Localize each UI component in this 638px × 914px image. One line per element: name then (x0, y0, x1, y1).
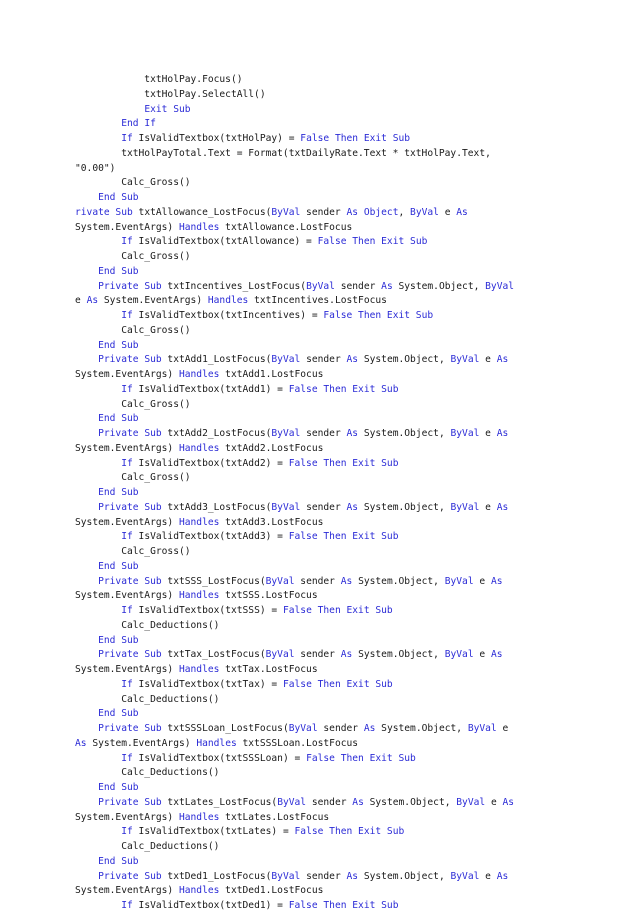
code-text: txtHolPayTotal.Text = Format(txtDailyRate.Text * txtHolPay.Text, (75, 147, 491, 159)
code-keyword: ByVal (450, 870, 480, 882)
code-text: sender (300, 354, 347, 366)
code-keyword: Private Sub (98, 796, 162, 808)
code-text: IsValidTextbox(txtTax) = (132, 678, 283, 690)
code-text: e (479, 428, 497, 439)
code-text: sender (300, 501, 347, 513)
code-text: IsValidTextbox(txtSSS) = (132, 605, 283, 616)
code-text: , (398, 206, 411, 218)
code-text: sender (317, 723, 364, 734)
code-keyword: If (121, 531, 133, 543)
code-line (75, 899, 514, 914)
code-keyword: As (456, 206, 468, 218)
code-keyword: Handles (178, 590, 220, 602)
code-text (75, 871, 98, 882)
code-text (75, 708, 98, 719)
code-line (75, 648, 514, 663)
code-line (75, 191, 514, 206)
code-text: System.Object, (358, 428, 451, 439)
code-keyword: If (121, 605, 133, 616)
code-text (75, 826, 121, 837)
code-line (75, 427, 514, 442)
code-keyword: ByVal (271, 428, 301, 439)
code-line (75, 103, 514, 118)
code-text: txtHolPay.Focus() (75, 74, 243, 85)
code-text (75, 723, 98, 734)
code-text (75, 266, 98, 277)
code-text (75, 782, 98, 793)
code-line (75, 398, 514, 413)
code-text (75, 531, 121, 542)
code-line (75, 265, 514, 280)
code-line (75, 737, 514, 752)
code-keyword: If (121, 133, 133, 144)
code-line (75, 589, 514, 604)
code-text: IsValidTextbox(txtDed1) = (132, 900, 289, 911)
code-keyword: If (121, 900, 133, 911)
code-keyword: As (346, 428, 359, 439)
code-line (75, 250, 514, 265)
code-text: e (438, 206, 457, 218)
code-keyword: Handles (178, 811, 220, 823)
code-text: txtAllowance_LostFocus( (132, 206, 272, 218)
code-text: System.Object, (358, 501, 451, 513)
code-keyword: If (121, 826, 133, 838)
code-keyword: As (340, 649, 353, 661)
code-keyword: Private Sub (98, 575, 162, 587)
code-line (75, 781, 514, 796)
code-text: Calc_Gross() (75, 546, 191, 557)
code-keyword: ByVal (467, 723, 497, 734)
code-keyword: Private Sub (98, 280, 162, 292)
code-keyword: False Then Exit Sub (288, 900, 399, 911)
code-text: IsValidTextbox(txtSSSLoan) = (132, 752, 307, 764)
code-line (75, 796, 514, 811)
code-text: System.EventArgs) (75, 885, 179, 897)
code-keyword: Private Sub (98, 501, 162, 513)
code-keyword: As (352, 796, 364, 808)
code-text: txtIncentives_LostFocus( (161, 280, 307, 292)
code-line (75, 884, 514, 899)
code-text (75, 502, 98, 513)
code-text: System.EventArgs) (75, 590, 179, 602)
code-text (75, 118, 121, 129)
code-text: Calc_Deductions() (75, 767, 220, 779)
code-text (75, 310, 121, 321)
code-keyword: As (490, 575, 503, 587)
code-line (75, 294, 514, 309)
code-keyword: Exit Sub (144, 103, 191, 115)
code-line (75, 693, 514, 708)
code-keyword: ByVal (444, 649, 474, 661)
code-line (75, 722, 514, 737)
code-text (75, 340, 98, 351)
code-keyword: Handles (178, 442, 220, 454)
code-text: IsValidTextbox(txtHolPay) = (132, 133, 301, 144)
code-keyword: Private Sub (98, 428, 162, 439)
code-keyword: As (86, 295, 99, 307)
code-keyword: False Then Exit Sub (288, 457, 399, 469)
code-keyword: False Then Exit Sub (300, 133, 411, 144)
code-line (75, 811, 514, 826)
code-text (75, 192, 98, 203)
code-text: IsValidTextbox(txtAllowance) = (132, 236, 318, 248)
code-text: e (479, 501, 497, 513)
code-text: txtAdd1_LostFocus( (161, 354, 272, 366)
code-text (75, 354, 98, 365)
code-keyword: If (121, 457, 133, 469)
code-keyword: If (121, 310, 133, 321)
code-line (75, 855, 514, 870)
code-text: txtDed1_LostFocus( (161, 870, 272, 882)
code-keyword: As (496, 428, 509, 439)
code-text: sender (300, 428, 347, 439)
code-line (75, 339, 514, 354)
code-line (75, 604, 514, 619)
code-text: System.Object, (392, 280, 486, 292)
code-text: IsValidTextbox(txtAdd3) = (132, 531, 289, 543)
code-text: IsValidTextbox(txtAdd2) = (132, 457, 289, 469)
code-keyword: As (363, 723, 376, 734)
code-keyword: False Then Exit Sub (317, 236, 428, 248)
code-keyword: If (121, 678, 133, 690)
code-text: e (473, 649, 491, 661)
code-line (75, 619, 514, 634)
code-text: System.EventArgs) (75, 221, 179, 233)
code-text: txtAdd2_LostFocus( (161, 428, 272, 439)
code-line (75, 545, 514, 560)
code-keyword: As (381, 280, 393, 292)
code-text: System.Object, (352, 649, 445, 661)
code-text: e (496, 723, 509, 734)
code-keyword: End Sub (98, 413, 139, 425)
code-keyword: End Sub (98, 560, 139, 572)
code-line (75, 501, 514, 516)
code-text: System.EventArgs) (75, 516, 179, 528)
code-text: System.Object, (352, 575, 445, 587)
code-keyword: False Then Exit Sub (294, 826, 405, 838)
code-text: sender (294, 649, 341, 661)
code-keyword: Private Sub (98, 723, 162, 734)
code-text: System.EventArgs) (75, 442, 179, 454)
code-text: txtSSS_LostFocus( (161, 575, 266, 587)
code-keyword: False Then Exit Sub (282, 678, 393, 690)
code-keyword: As (496, 501, 509, 513)
code-keyword: ByVal (410, 206, 439, 218)
code-line (75, 383, 514, 398)
code-keyword: As (490, 649, 503, 661)
code-line (75, 324, 514, 339)
code-text (75, 413, 98, 424)
code-text: txtLates.LostFocus (219, 811, 330, 823)
code-line (75, 840, 514, 855)
code-keyword: As (496, 354, 509, 366)
code-text: e (479, 354, 497, 366)
code-text (75, 605, 121, 616)
code-text: System.EventArgs) (98, 295, 208, 307)
code-text: e (75, 295, 87, 307)
code-text: txtSSS.LostFocus (219, 590, 318, 602)
code-text: Calc_Gross() (75, 398, 191, 410)
code-line (75, 73, 514, 88)
code-keyword: As (346, 870, 359, 882)
code-keyword: End Sub (98, 782, 139, 793)
code-text: e (479, 870, 497, 882)
code-keyword: As (496, 870, 509, 882)
code-text: IsValidTextbox(txtAdd1) = (132, 383, 289, 395)
code-text: txtAdd3.LostFocus (219, 516, 324, 528)
code-line (75, 457, 514, 472)
code-keyword: As (346, 354, 359, 366)
code-keyword: ByVal (450, 354, 480, 366)
code-line (75, 368, 514, 383)
code-keyword: False Then Exit Sub (323, 310, 434, 321)
code-text: Calc_Gross() (75, 472, 191, 484)
code-keyword: Private Sub (98, 354, 162, 366)
code-keyword: End Sub (98, 339, 139, 351)
code-text: System.Object, (375, 723, 468, 734)
code-line (75, 162, 514, 177)
code-line (75, 870, 514, 885)
code-text: System.Object, (358, 354, 451, 366)
code-text: IsValidTextbox(txtLates) = (132, 826, 295, 838)
code-keyword: ByVal (277, 796, 307, 808)
code-keyword: ByVal (265, 649, 295, 661)
code-keyword: Handles (178, 221, 220, 233)
code-text (75, 856, 98, 867)
code-text: sender (300, 206, 347, 218)
code-line (75, 353, 514, 368)
code-keyword: As Object (346, 206, 399, 218)
code-keyword: False Then Exit Sub (282, 605, 393, 616)
code-line (75, 766, 514, 781)
code-keyword: Handles (196, 737, 237, 749)
code-keyword: End Sub (98, 855, 139, 867)
code-text: sender (300, 870, 347, 882)
code-text: txtTax_LostFocus( (161, 649, 266, 661)
code-text: System.EventArgs) (75, 811, 179, 823)
code-keyword: End Sub (98, 265, 139, 277)
code-text (75, 635, 98, 646)
code-keyword: As (75, 737, 87, 749)
code-text (75, 384, 121, 395)
code-keyword: End Sub (98, 192, 139, 203)
code-keyword: As (346, 501, 359, 513)
code-text: txtTax.LostFocus (219, 664, 318, 675)
code-text: sender (306, 796, 353, 808)
code-text: txtLates_LostFocus( (161, 796, 278, 808)
code-text: Calc_Gross() (75, 251, 191, 262)
code-keyword: If (121, 383, 133, 395)
code-keyword: ByVal (450, 428, 480, 439)
code-keyword: If (121, 236, 133, 248)
code-line (75, 707, 514, 722)
code-keyword: False Then Exit Sub (306, 752, 416, 764)
code-line (75, 516, 514, 531)
code-text: txtIncentives.LostFocus (248, 295, 387, 307)
code-text: e (473, 575, 491, 587)
code-keyword: ByVal (306, 280, 335, 292)
code-text (75, 133, 121, 144)
code-text (75, 428, 98, 439)
code-keyword: End Sub (98, 708, 139, 720)
code-keyword: As (502, 796, 515, 808)
code-keyword: ByVal (271, 206, 301, 218)
code-keyword: ByVal (456, 796, 486, 808)
code-keyword: Private Sub (98, 649, 162, 661)
code-line (75, 117, 514, 132)
code-keyword: Handles (178, 369, 220, 380)
code-text: sender (294, 575, 341, 587)
code-text (75, 797, 98, 808)
code-line (75, 471, 514, 486)
code-line (75, 752, 514, 767)
code-line (75, 442, 514, 457)
code-line (75, 560, 514, 575)
code-text: txtAdd2.LostFocus (219, 442, 324, 454)
code-keyword: Private Sub (98, 870, 162, 882)
code-listing (75, 73, 514, 914)
code-line (75, 280, 514, 295)
code-text (75, 753, 121, 764)
code-text: Calc_Deductions() (75, 693, 220, 705)
code-line (75, 147, 514, 162)
code-keyword: ByVal (288, 723, 318, 734)
code-keyword: Handles (207, 295, 249, 307)
code-text: Calc_Gross() (75, 324, 191, 336)
code-keyword: ByVal (271, 870, 301, 882)
code-text: System.EventArgs) (75, 369, 179, 380)
code-text (75, 458, 121, 469)
code-text: Calc_Deductions() (75, 619, 220, 631)
code-text (75, 236, 121, 247)
code-line (75, 530, 514, 545)
code-line (75, 663, 514, 678)
code-line (75, 206, 514, 221)
code-keyword: ByVal (271, 501, 301, 513)
code-text: System.EventArgs) (86, 737, 197, 749)
code-keyword: ByVal (485, 280, 515, 292)
code-keyword: Handles (178, 885, 220, 897)
code-text (75, 649, 98, 660)
code-keyword: False Then Exit Sub (288, 383, 399, 395)
code-text: e (485, 796, 503, 808)
code-line (75, 132, 514, 147)
code-keyword: rivate Sub (75, 206, 133, 218)
code-line (75, 235, 514, 250)
code-keyword: If (121, 752, 133, 764)
code-keyword: End Sub (98, 487, 139, 498)
code-line (75, 678, 514, 693)
code-text: txtAdd1.LostFocus (219, 369, 324, 380)
code-text (75, 561, 98, 572)
code-text: txtSSSLoan_LostFocus( (161, 723, 289, 734)
code-text (75, 104, 144, 115)
code-keyword: End Sub (98, 634, 139, 646)
code-text: Calc_Deductions() (75, 841, 220, 852)
code-line (75, 486, 514, 501)
code-line (75, 825, 514, 840)
code-keyword: ByVal (271, 354, 301, 366)
code-text: txtDed1.LostFocus (219, 885, 324, 897)
code-keyword: False Then Exit Sub (288, 531, 399, 543)
code-text: txtAllowance.LostFocus (219, 221, 353, 233)
code-keyword: End If (121, 118, 156, 130)
code-text (75, 576, 98, 587)
code-keyword: ByVal (444, 575, 474, 587)
code-keyword: Handles (178, 664, 220, 675)
code-line (75, 176, 514, 191)
code-keyword: As (340, 575, 353, 587)
code-text: Calc_Gross() (75, 177, 191, 189)
code-text: txtSSSLoan.LostFocus (236, 737, 359, 749)
code-text: txtAdd3_LostFocus( (161, 501, 272, 513)
code-keyword: ByVal (450, 501, 480, 513)
code-line (75, 634, 514, 649)
code-keyword: Handles (178, 516, 220, 528)
code-text: "0.00") (75, 162, 116, 174)
code-line (75, 221, 514, 236)
code-line (75, 309, 514, 324)
code-text (75, 679, 121, 690)
code-text: txtHolPay.SelectAll() (75, 88, 266, 100)
code-text: System.Object, (358, 870, 451, 882)
code-line (75, 575, 514, 590)
code-text: sender (334, 280, 382, 292)
code-text (75, 487, 98, 498)
code-text: System.EventArgs) (75, 664, 179, 675)
code-keyword: ByVal (265, 575, 295, 587)
code-line (75, 88, 514, 103)
code-text (75, 900, 121, 911)
code-text: IsValidTextbox(txtIncentives) = (132, 310, 324, 321)
code-line (75, 412, 514, 427)
code-text (75, 281, 98, 292)
code-text: System.Object, (363, 796, 457, 808)
